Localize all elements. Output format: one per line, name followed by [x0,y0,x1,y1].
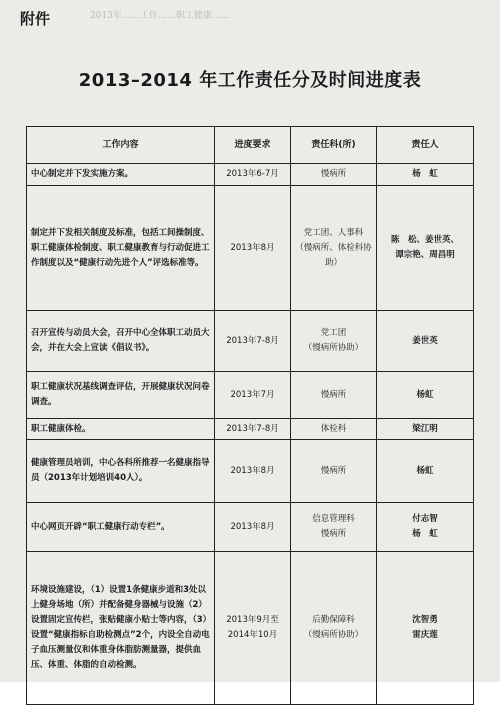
cell-content: 环境设施建设，（1）设置1条健康步道和3处以上健身场地（所）并配备健身器械与设施（2）设置固定宣传栏，张贴健康小贴士等内容，（3）设置“健康指标自助检测点”2个，内设全自动电子血压测量仪和体重身体脂肪测量器，提供血压、体重、体脂的自动检测。 [27,552,215,705]
cell-department: 后勤保障科 （慢病所协助） [291,552,377,705]
cell-person: 付志智 杨 虹 [377,503,474,552]
table-row [27,311,474,372]
document-title: 2013–2014 年工作责任分及时间进度表 [78,70,422,91]
cell-content: 职工健康状况基线调查评估，开展健康状况问卷调查。 [27,372,215,419]
table-row [27,186,474,311]
cell-department: 党工团、人事科 （慢病所、体检科协助） [291,186,377,311]
table-row [27,372,474,419]
cell-person: 姜世英 [377,311,474,372]
attachment-label: 附件 [20,10,51,28]
cell-person: 梁江明 [377,419,474,440]
header-person: 责任人 [377,127,474,164]
cell-schedule: 2013年7-8月 [215,311,291,372]
schedule-table [26,126,474,705]
cell-content: 制定并下发相关制度及标准，包括工间操制度、职工健康体检制度、职工健康教育与行动促进工作制度以及“健康行动先进个人”评选标准等。 [27,186,215,311]
cell-department: 信息管理科 慢病所 [291,503,377,552]
cell-department: 慢病所 [291,440,377,503]
table-header-row [27,127,474,164]
cell-content: 中心网页开辟“职工健康行动专栏”。 [27,503,215,552]
table-row [27,419,474,440]
cell-person: 杨虹 [377,440,474,503]
table-row [27,440,474,503]
cell-schedule: 2013年8月 [215,186,291,311]
cell-person: 杨 虹 [377,164,474,186]
cell-department: 慢病所 [291,164,377,186]
cell-content: 健康管理员培训，中心各科所推荐一名健康指导员（2013年计划培训40人）。 [27,440,215,503]
cell-content: 职工健康体检。 [27,419,215,440]
cell-schedule: 2013年6-7月 [215,164,291,186]
bleed-through-text: 2013年……工作……职工健康…… [90,11,230,21]
cell-content: 召开宣传与动员大会，召开中心全体职工动员大会，并在大会上宣读《倡议书》。 [27,311,215,372]
cell-schedule: 2013年7-8月 [215,419,291,440]
cell-schedule: 2013年8月 [215,503,291,552]
table-row [27,164,474,186]
header-schedule: 进度要求 [215,127,291,164]
table-row [27,503,474,552]
cell-schedule: 2013年7月 [215,372,291,419]
cell-person: 杨虹 [377,372,474,419]
header-work-content: 工作内容 [27,127,215,164]
cell-department: 慢病所 [291,372,377,419]
cell-person: 陈 松、姜世英、 谭宗艳、周昌明 [377,186,474,311]
cell-department: 体检科 [291,419,377,440]
cell-schedule: 2013年9月至 2014年10月 [215,552,291,705]
cell-schedule: 2013年8月 [215,440,291,503]
cell-department: 党工团 （慢病所协助） [291,311,377,372]
cell-person: 沈智勇 雷庆莲 [377,552,474,705]
cell-content: 中心制定并下发实施方案。 [27,164,215,186]
header-department: 责任科(所) [291,127,377,164]
